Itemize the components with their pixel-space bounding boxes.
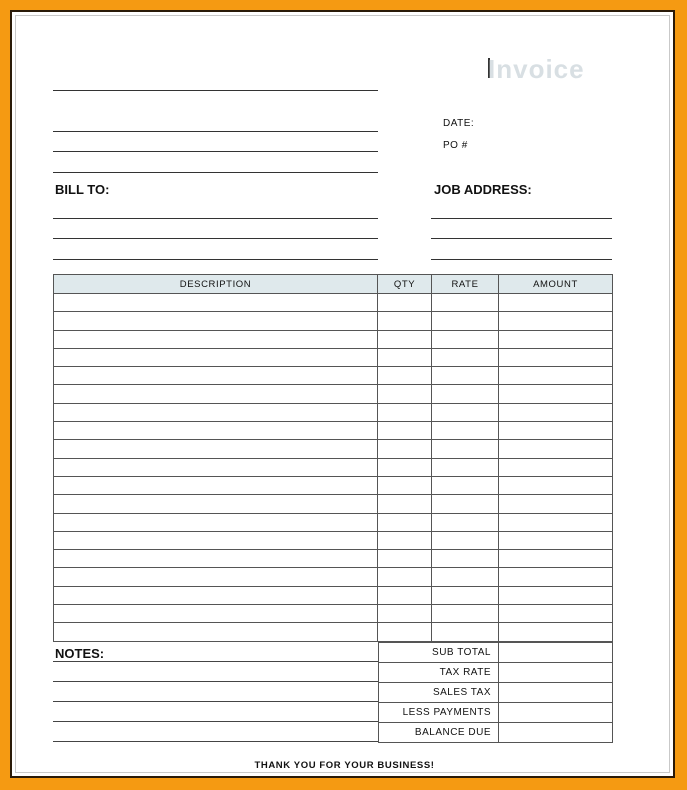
- sales-tax-field[interactable]: [499, 683, 613, 703]
- sub-total-field[interactable]: [499, 643, 613, 663]
- rate-cell[interactable]: [432, 476, 499, 494]
- job-address-line-2[interactable]: [431, 238, 612, 239]
- table-row: [54, 312, 613, 330]
- description-cell[interactable]: [54, 367, 378, 385]
- rate-cell[interactable]: [432, 605, 499, 623]
- amount-cell[interactable]: [499, 294, 613, 312]
- amount-cell[interactable]: [499, 312, 613, 330]
- rate-cell[interactable]: [432, 294, 499, 312]
- column-header-amount: AMOUNT: [499, 275, 613, 294]
- description-cell[interactable]: [54, 422, 378, 440]
- company-line-1[interactable]: [53, 90, 378, 91]
- table-row: [54, 586, 613, 604]
- column-header-qty: QTY: [378, 275, 432, 294]
- qty-cell[interactable]: [378, 294, 432, 312]
- amount-cell[interactable]: [499, 531, 613, 549]
- amount-cell[interactable]: [499, 623, 613, 641]
- totals-row-sub-total: [379, 643, 613, 663]
- table-row: [54, 440, 613, 458]
- qty-cell[interactable]: [378, 513, 432, 531]
- description-cell[interactable]: [54, 513, 378, 531]
- items-table: [53, 274, 613, 642]
- bill-to-line-2[interactable]: [53, 238, 378, 239]
- description-cell[interactable]: [54, 495, 378, 513]
- qty-cell[interactable]: [378, 550, 432, 568]
- qty-cell[interactable]: [378, 422, 432, 440]
- table-row: [54, 294, 613, 312]
- notes-line[interactable]: [53, 662, 378, 682]
- amount-cell[interactable]: [499, 605, 613, 623]
- balance-due-label: BALANCE DUE: [379, 723, 499, 743]
- description-cell[interactable]: [54, 531, 378, 549]
- table-row: [54, 513, 613, 531]
- po-label: PO #: [443, 140, 468, 151]
- description-cell[interactable]: [54, 623, 378, 641]
- column-header-rate: RATE: [432, 275, 499, 294]
- description-cell[interactable]: [54, 312, 378, 330]
- rate-cell[interactable]: [432, 367, 499, 385]
- rate-cell[interactable]: [432, 312, 499, 330]
- invoice-title: Invoice: [488, 54, 585, 84]
- job-address-line-3[interactable]: [431, 259, 612, 260]
- rate-cell[interactable]: [432, 403, 499, 421]
- notes-line[interactable]: [53, 682, 378, 702]
- qty-cell[interactable]: [378, 367, 432, 385]
- qty-cell[interactable]: [378, 330, 432, 348]
- qty-cell[interactable]: [378, 312, 432, 330]
- qty-cell[interactable]: [378, 495, 432, 513]
- rate-cell[interactable]: [432, 422, 499, 440]
- description-cell[interactable]: [54, 586, 378, 604]
- totals-table: [378, 642, 613, 743]
- amount-cell[interactable]: [499, 586, 613, 604]
- qty-cell[interactable]: [378, 403, 432, 421]
- qty-cell[interactable]: [378, 605, 432, 623]
- description-cell[interactable]: [54, 385, 378, 403]
- description-cell[interactable]: [54, 294, 378, 312]
- amount-cell[interactable]: [499, 495, 613, 513]
- date-label: DATE:: [443, 118, 475, 129]
- table-row: [54, 458, 613, 476]
- description-cell[interactable]: [54, 568, 378, 586]
- notes-area: [53, 642, 378, 742]
- bill-to-line-3[interactable]: [53, 259, 378, 260]
- amount-cell[interactable]: [499, 550, 613, 568]
- qty-cell[interactable]: [378, 385, 432, 403]
- amount-cell[interactable]: [499, 440, 613, 458]
- qty-cell[interactable]: [378, 476, 432, 494]
- table-row: [54, 385, 613, 403]
- less-payments-field[interactable]: [499, 703, 613, 723]
- description-cell[interactable]: [54, 476, 378, 494]
- totals-row-sales-tax: [379, 683, 613, 703]
- rate-cell[interactable]: [432, 568, 499, 586]
- amount-cell[interactable]: [499, 403, 613, 421]
- amount-cell[interactable]: [499, 476, 613, 494]
- table-row: [54, 330, 613, 348]
- qty-cell[interactable]: [378, 440, 432, 458]
- table-row: [54, 550, 613, 568]
- totals-row-tax-rate: [379, 663, 613, 683]
- sub-total-label: SUB TOTAL: [379, 643, 499, 663]
- amount-cell[interactable]: [499, 367, 613, 385]
- table-row: [54, 568, 613, 586]
- table-row: [54, 422, 613, 440]
- totals-row-balance-due: [379, 723, 613, 743]
- qty-cell[interactable]: [378, 348, 432, 366]
- description-cell[interactable]: [54, 440, 378, 458]
- tax-rate-field[interactable]: [499, 663, 613, 683]
- less-payments-label: LESS PAYMENTS: [379, 703, 499, 723]
- balance-due-field[interactable]: [499, 723, 613, 743]
- table-row: [54, 348, 613, 366]
- qty-cell[interactable]: [378, 623, 432, 641]
- rate-cell[interactable]: [432, 385, 499, 403]
- qty-cell[interactable]: [378, 531, 432, 549]
- notes-label: NOTES:: [55, 646, 105, 661]
- bill-to-line-1[interactable]: [53, 218, 378, 219]
- invoice-page: [10, 10, 675, 778]
- items-body: [54, 294, 613, 642]
- company-line-4[interactable]: [53, 172, 378, 173]
- qty-cell[interactable]: [378, 586, 432, 604]
- description-cell[interactable]: [54, 550, 378, 568]
- table-row: [54, 367, 613, 385]
- rate-cell[interactable]: [432, 458, 499, 476]
- column-header-description: DESCRIPTION: [54, 275, 378, 294]
- amount-cell[interactable]: [499, 330, 613, 348]
- rate-cell[interactable]: [432, 330, 499, 348]
- company-line-3[interactable]: [53, 151, 378, 152]
- rate-cell[interactable]: [432, 440, 499, 458]
- job-address-label: JOB ADDRESS:: [434, 182, 532, 197]
- description-cell[interactable]: [54, 348, 378, 366]
- table-row: [54, 605, 613, 623]
- description-cell[interactable]: [54, 458, 378, 476]
- amount-cell[interactable]: [499, 348, 613, 366]
- tax-rate-label: TAX RATE: [379, 663, 499, 683]
- rate-cell[interactable]: [432, 348, 499, 366]
- sales-tax-label: SALES TAX: [379, 683, 499, 703]
- rate-cell[interactable]: [432, 531, 499, 549]
- rate-cell[interactable]: [432, 623, 499, 641]
- rate-cell[interactable]: [432, 495, 499, 513]
- table-row: [54, 623, 613, 641]
- table-row: [54, 495, 613, 513]
- qty-cell[interactable]: [378, 458, 432, 476]
- totals-row-less-payments: [379, 703, 613, 723]
- bill-to-label: BILL TO:: [55, 182, 110, 197]
- table-row: [54, 476, 613, 494]
- notes-line[interactable]: [53, 722, 378, 742]
- description-cell[interactable]: [54, 403, 378, 421]
- rate-cell[interactable]: [432, 513, 499, 531]
- amount-cell[interactable]: [499, 458, 613, 476]
- rate-cell[interactable]: [432, 586, 499, 604]
- thank-you-footer: THANK YOU FOR YOUR BUSINESS!: [254, 760, 435, 771]
- qty-cell[interactable]: [378, 568, 432, 586]
- company-line-2[interactable]: [53, 131, 378, 132]
- amount-cell[interactable]: [499, 422, 613, 440]
- table-row: [54, 403, 613, 421]
- amount-cell[interactable]: [499, 568, 613, 586]
- amount-cell[interactable]: [499, 513, 613, 531]
- job-address-line-1[interactable]: [431, 218, 612, 219]
- description-cell[interactable]: [54, 605, 378, 623]
- table-row: [54, 531, 613, 549]
- amount-cell[interactable]: [499, 385, 613, 403]
- items-header-row: [54, 275, 613, 294]
- notes-line[interactable]: [53, 642, 378, 662]
- description-cell[interactable]: [54, 330, 378, 348]
- rate-cell[interactable]: [432, 550, 499, 568]
- notes-line[interactable]: [53, 702, 378, 722]
